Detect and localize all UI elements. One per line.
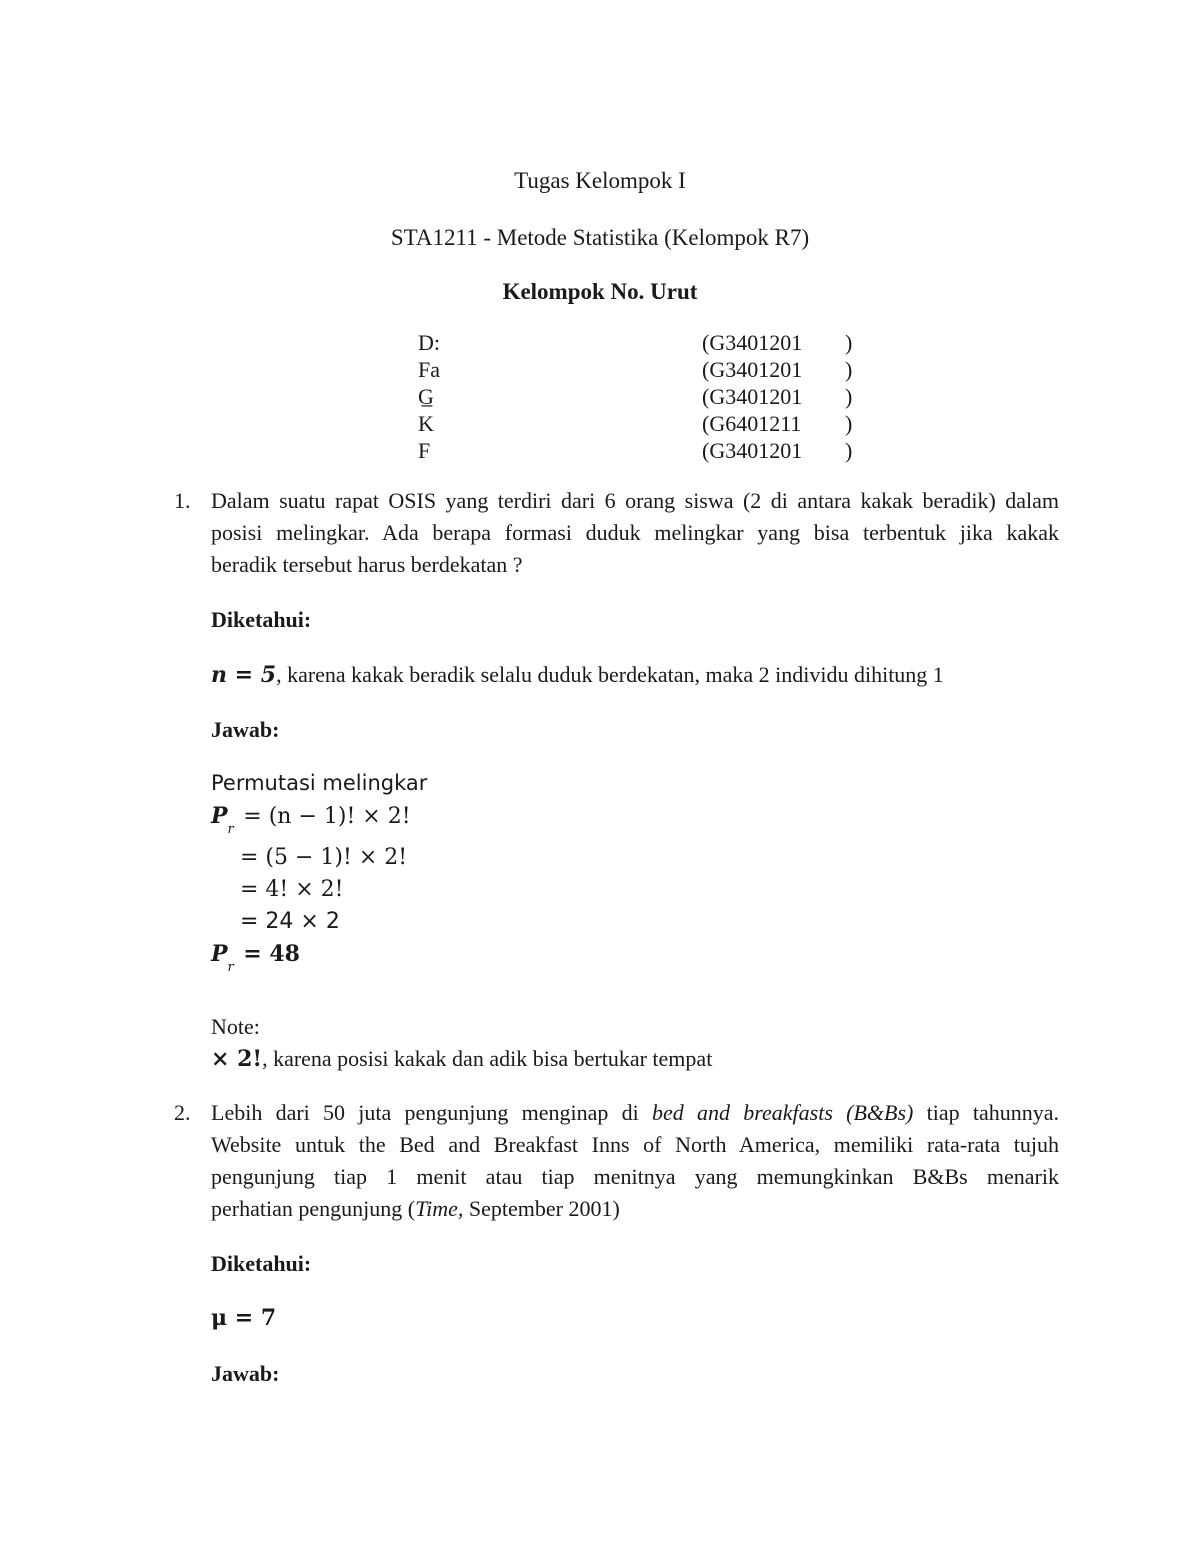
p-subscript: r [227,822,234,837]
italic-run: Time, [415,1196,464,1221]
known-statement [211,662,944,688]
permutation-label: Permutasi melingkar [211,771,428,795]
member-nim: (G3401201 [702,357,803,382]
note-label: Note: [211,1014,260,1039]
answer-label: Jawab: [211,1361,280,1386]
known-label: Diketahui: [211,607,312,632]
p-subscript: r [227,960,234,975]
known-label: Diketahui: [211,1251,312,1276]
equation-result [211,941,300,975]
italic-run: bed and breakfasts (B&Bs) [652,1100,914,1125]
member-name: F [418,438,431,463]
p-symbol: P [211,941,228,967]
equation-line: = (5 − 1)! × 2! [240,845,408,870]
question-text-line [211,1100,1059,1126]
answer-label: Jawab: [211,717,280,742]
member-nim-close: ) [845,384,853,409]
member-nim: (G6401211 [702,411,802,436]
member-nim-close: ) [845,411,853,436]
member-name: K [418,411,434,436]
question-number: 1. [174,488,191,513]
known-math: n = 5 [211,662,277,688]
course-title: STA1211 - Metode Statistika (Kelompok R7) [390,225,810,250]
question-number: 2. [174,1100,191,1125]
group-label: Kelompok No. Urut [502,279,698,304]
document-title: Tugas Kelompok I [514,168,686,193]
member-nim: (G3401201 [702,438,803,463]
known-math: μ = 7 [211,1305,277,1331]
note-text: , karena posisi kakak dan adik bisa bertukar tempat [262,1046,713,1071]
member-name: D: [418,330,440,355]
question-text-line: posisi melingkar. Ada berapa formasi duduk melingkar yang bisa terbentuk jika kakak [211,520,1059,545]
member-nim-close: ) [845,330,853,355]
member-name: G̲ [418,384,434,409]
p-symbol: P [211,803,228,829]
question-text-line: Dalam suatu rapat OSIS yang terdiri dari 6 orang siswa (2 di antara kakak beradik) dalam [211,488,1059,513]
equation-text: = (n − 1)! × 2! [243,804,411,829]
question-text-line: pengunjung tiap 1 menit atau tiap menitnya yang memungkinkan B&Bs menarik [211,1164,1059,1189]
note-math: × 2! [211,1046,263,1072]
text-run: tiap tahunnya. [913,1100,1059,1125]
equation-result-value: = 48 [243,941,300,967]
text-run: September 2001) [463,1196,620,1221]
member-nim-close: ) [845,357,853,382]
equation-line: = 24 × 2 [240,909,340,934]
question-text-line [211,1196,620,1222]
member-name: Fa [418,357,440,382]
equation-line [211,803,411,837]
note-statement [211,1046,712,1072]
question-text-line: beradik tersebut harus berdekatan ? [211,552,523,577]
text-run: perhatian pengunjung ( [211,1196,416,1221]
member-nim: (G3401201 [702,330,803,355]
known-text: , karena kakak beradik selalu duduk berdekatan, maka 2 individu dihitung 1 [276,662,944,687]
member-nim: (G3401201 [702,384,803,409]
text-run: Lebih dari 50 juta pengunjung menginap di [211,1100,653,1125]
equation-line: = 4! × 2! [240,877,344,902]
question-text-line: Website untuk the Bed and Breakfast Inns of North America, memiliki rata-rata tujuh [211,1132,1059,1157]
member-nim-close: ) [845,438,853,463]
